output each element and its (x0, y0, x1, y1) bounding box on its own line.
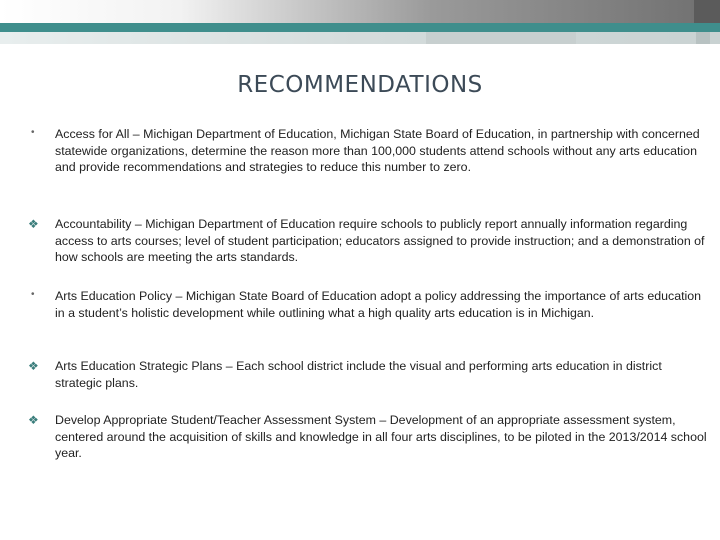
list-item (28, 358, 712, 412)
list-item (28, 216, 712, 288)
diamond-bullet-icon: ❖ (28, 217, 39, 231)
recommendation-list (28, 126, 712, 462)
list-item (28, 412, 712, 462)
header-teal-band (0, 23, 720, 32)
header-dark-band (0, 0, 720, 23)
header-edge-block (694, 0, 720, 23)
list-item (28, 288, 712, 358)
header-light-accent (426, 32, 576, 44)
slide-title: RECOMMENDATIONS (237, 72, 483, 98)
item-text: Arts Education Strategic Plans – Each school district include the visual and performing arts education in district strategic plans. (55, 359, 662, 390)
item-text: Arts Education Policy – Michigan State Board of Education adopt a policy addressing the importance of arts education in a student’s holistic development while outlining what a high quality arts education is in Michigan. (55, 289, 702, 320)
header-light-accent-right (696, 32, 710, 44)
bullet-dot-icon: • (31, 289, 35, 300)
diamond-bullet-icon: ❖ (28, 359, 39, 373)
item-text: Develop Appropriate Student/Teacher Assessment System – Development of an appropriate assessment system, centered around the acquisition of skills and knowledge in all four arts disciplines, to be piloted in the 2013/2014 school year. (55, 413, 707, 460)
bullet-dot-icon: • (31, 127, 35, 138)
diamond-bullet-icon: ❖ (28, 413, 39, 427)
item-text: Accountability – Michigan Department of Education require schools to publicly report annually information regarding access to arts courses; level of student participation; educators assigned to provide instruction; and a demonstration of how schools are meeting the arts standards. (55, 217, 705, 264)
item-text: Access for All – Michigan Department of Education, Michigan State Board of Education, in partnership with concerned statewide organizations, determine the reason more than 100,000 students attend schools without any arts education and provide recommendations and strategies to reduce this number to zero. (55, 127, 700, 174)
list-item (28, 126, 712, 216)
header-light-band (0, 32, 720, 44)
